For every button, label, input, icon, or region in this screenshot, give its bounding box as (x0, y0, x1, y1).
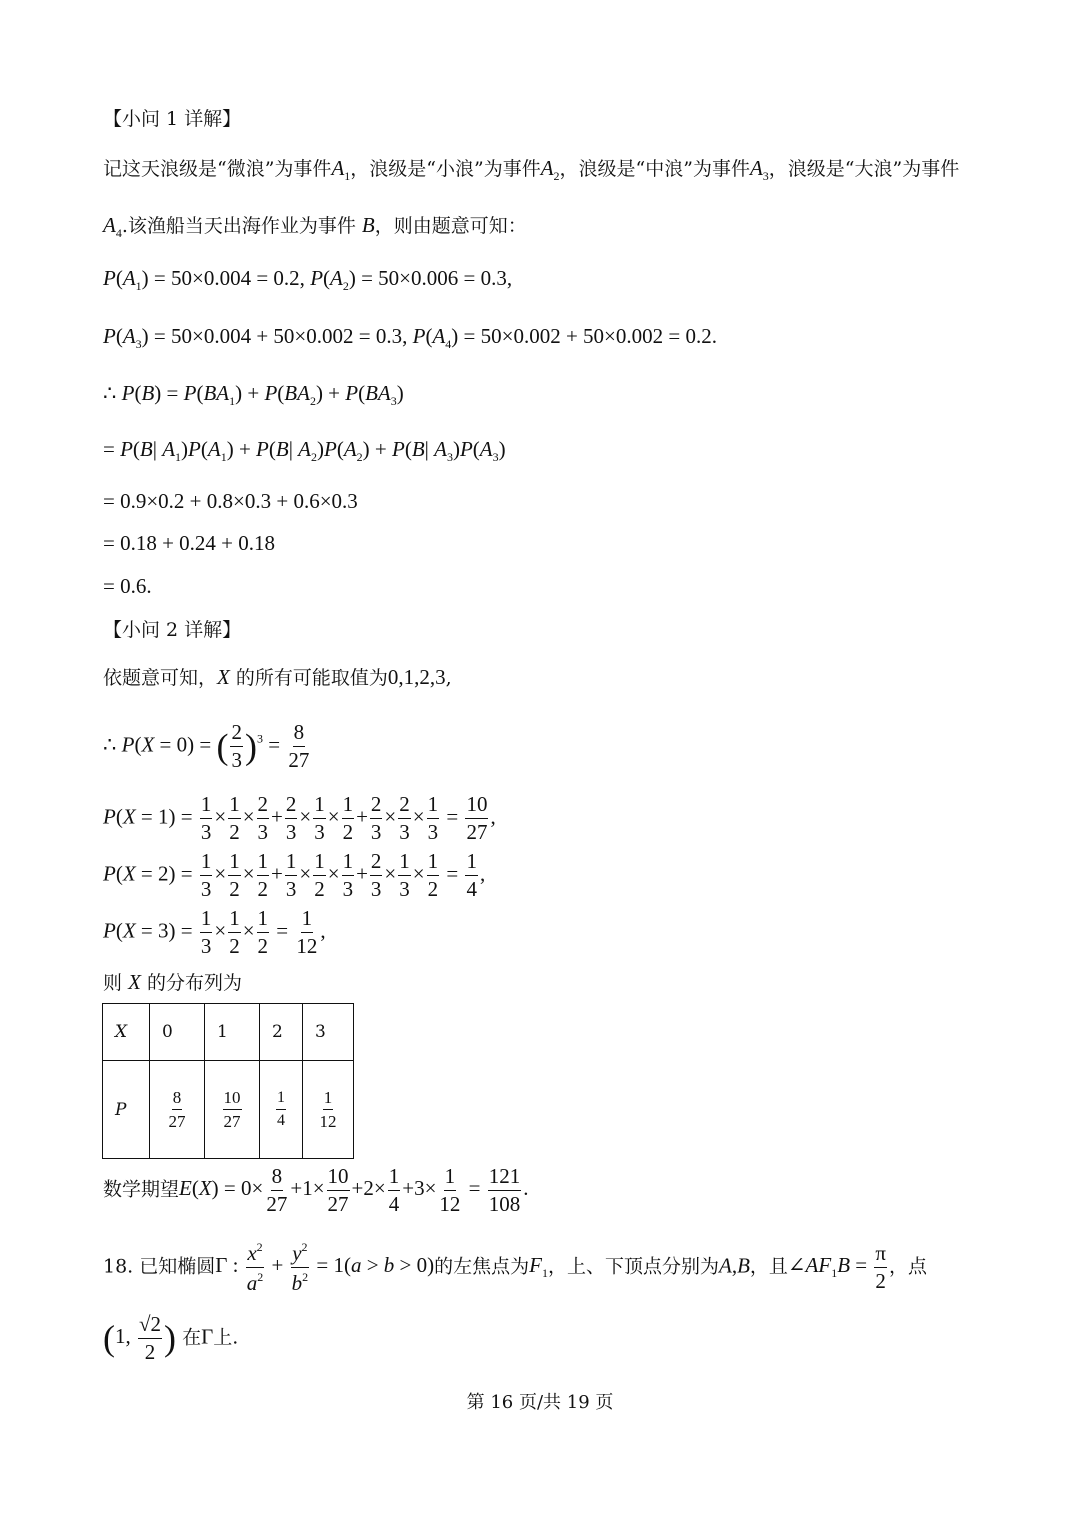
table-cell: X (103, 1004, 150, 1061)
calc-line2: = 0.18 + 0.24 + 0.18 (103, 531, 276, 555)
calc-line1: = 0.9×0.2 + 0.8×0.3 + 0.6×0.3 (103, 489, 358, 513)
table-cell: 0 (150, 1004, 205, 1061)
table-row (103, 1004, 354, 1061)
problem18-line2: (1, $\frac{√2}{2}$ ) 在Γ上. (103, 1312, 239, 1364)
probability-line1: $P(A_1) = 50\times 0.004 = 0.2$, $P(A_2) = 50\times 0.006 = 0.3$, (103, 266, 513, 293)
table-cell: $\frac{1}{12}$ (303, 1061, 354, 1159)
px3-formula: P(X = 3) = $\frac{1}{3}$ × $\frac{1}{2}$ × $\frac{1}{2}$ = $\frac{1}{12}$ , (103, 906, 326, 958)
distribution-label: 则 X 的分布列为 (103, 970, 242, 994)
calc-result: = 0.6. (103, 574, 152, 598)
total-probability-line2: = P(B| $A_1)P(A_1) + P(B|$ $A_2)P(A_2) + P(B|$ $A_3)P(A_3)$ (103, 437, 506, 464)
table-cell: 1 (205, 1004, 260, 1061)
probability-line2: $P(A_3) = 50\times 0.004 + 50\times 0.002 = 0.3$, $P(A_4) = 50\times 0.002 + 50\times 0.002 = 0.2$. (103, 324, 717, 351)
expectation-formula: 数学期望E(X) = 0× $\frac{8}{27}$ +1× $\frac{10}{27}$ +2× $\frac{1}{4}$ +3× $\frac{1}{12}$ = $\frac{121}{108}$ . (103, 1164, 529, 1216)
px2-formula: P(X = 2) = $\frac{1}{3}$ × $\frac{1}{2}$ × $\frac{1}{2}$ + $\frac{1}{3}$ × $\frac{1}{2}$ × $\frac{1}{3}$ + $\frac{2}{3}$ × $\frac{1}{3}$ × $\frac{1}{2}$ = $\frac{1}{4}$ , (103, 849, 486, 901)
page-footer: 第 16 页/共 19 页 (466, 1392, 614, 1413)
table-cell: 2 (260, 1004, 303, 1061)
table-cell: $\frac{10}{27}$ (205, 1061, 260, 1159)
section2-header: 【小问 2 详解】 (103, 619, 242, 641)
distribution-table (102, 1003, 354, 1159)
table-cell: P (103, 1061, 150, 1159)
total-probability-line1: ∴ $P(B) = P(BA_1) + P(BA_2) + P(BA_3)$ (103, 381, 404, 408)
problem18-line1: 18. 已知椭圆Γ : $\frac{x^2}{a^2}$ + $\frac{y^2}{b^2}$ = 1(a > b > 0)的左焦点为$F_1$，上、下顶点分别为A,B，且$\angle AF_1B$ = $\frac{\pi}{2}$ ，点 (103, 1240, 927, 1295)
table-cell: $\frac{8}{27}$ (150, 1061, 205, 1159)
px1-formula: P(X = 1) = $\frac{1}{3}$ × $\frac{1}{2}$ × $\frac{2}{3}$ + $\frac{2}{3}$ × $\frac{1}{3}$ × $\frac{1}{2}$ + $\frac{2}{3}$ × $\frac{2}{3}$ × $\frac{1}{3}$ = $\frac{10}{27}$ , (103, 792, 496, 844)
table-row (103, 1061, 354, 1159)
table-cell: 3 (303, 1004, 354, 1061)
section1-header: 【小问 1 详解】 (103, 108, 242, 130)
section1-intro-line2: $A_4$.该渔船当天出海作业为事件 B，则由题意可知： (103, 213, 527, 240)
table-cell: $\frac{1}{4}$ (260, 1061, 303, 1159)
section1-intro-line1: 记这天浪级是“微浪”为事件$A_1$，浪级是“小浪”为事件$A_2$，浪级是“中浪”为事件$A_3$，浪级是“大浪”为事件 (103, 156, 960, 183)
section2-intro: 依题意可知，X 的所有可能取值为0,1,2,3, (103, 665, 452, 689)
px0-formula: ∴ P(X = 0) = ( $\frac{2}{3}$ )$^3$ = $\frac{8}{27}$ (103, 720, 310, 772)
